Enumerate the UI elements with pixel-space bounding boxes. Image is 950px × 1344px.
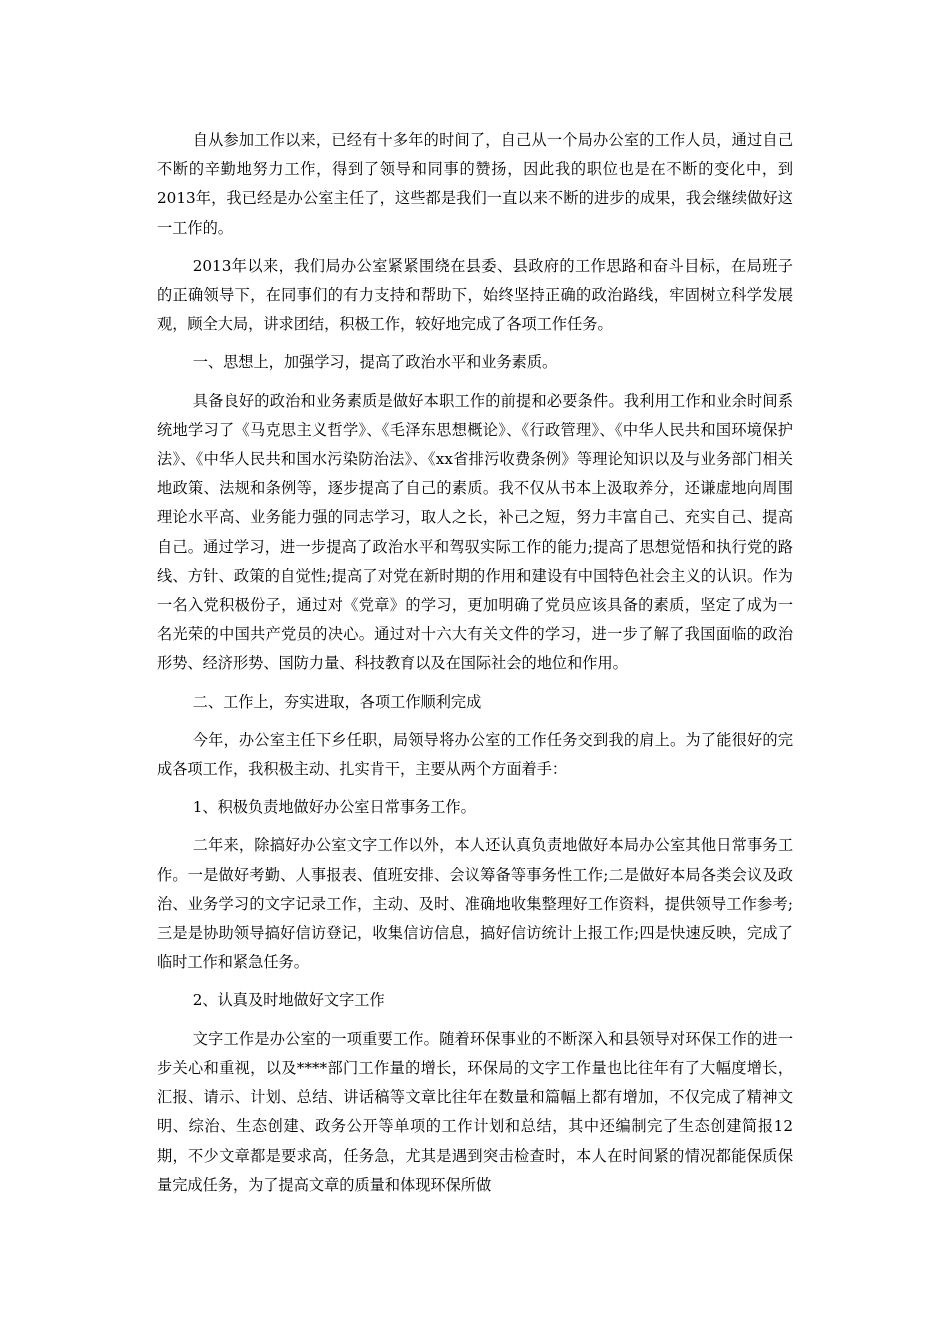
paragraph-work-intro: 今年，办公室主任下乡任职，局领导将办公室的工作任务交到我的肩上。为了能很好的完成各项工作，我积极主动、扎实肯干，主要从两个方面着手： [157, 730, 793, 779]
section-heading-2: 二、工作上，夯实进取，各项工作顺利完成 [192, 692, 482, 711]
section-heading-1: 一、思想上，加强学习，提高了政治水平和业务素质。 [192, 353, 558, 372]
subsection-heading-2: 2、认真及时地做好文字工作 [192, 991, 385, 1010]
paragraph-intro: 自从参加工作以来，已经有十多年的时间了，自己从一个局办公室的工作人员，通过自己不断的辛勤地努力工作，得到了领导和同事的赞扬，因此我的职位也是在不断的变化中，到2013年，我已经是办公室主任了，这些都是我们一直以来不断的进步的成果，我会继续做好这一工作的。 [157, 131, 793, 237]
subsection-heading-1: 1、积极负责地做好办公室日常事务工作。 [192, 798, 476, 817]
paragraph-daily-affairs: 二年来，除搞好办公室文字工作以外，本人还认真负责地做好本局办公室其他日常事务工作。一是做好考勤、人事报表、值班安排、会议筹备等事务性工作;二是做好本局各类会议及政治、业务学习的文字记录工作，主动、及时、准确地收集整理好工作资料，提供领导工作参考;三是是协助领导搞好信访登记，收集信访信息，搞好信访统计上报工作;四是快速反映，完成了临时工作和紧急任务。 [157, 836, 793, 972]
paragraph-writing-work: 文字工作是办公室的一项重要工作。随着环保事业的不断深入和县领导对环保工作的进一步关心和重视，以及****部门工作量的增长，环保局的文字工作量也比往年有了大幅度增长，汇报、请示、计划、总结、讲话稿等文章比往年在数量和篇幅上都有增加，不仅完成了精神文明、综治、生态创建、政务公开等单项的工作计划和总结，其中还编制完了生态创建简报12期，不少文章都是要求高，任务急，尤其是遇到突击检查时，本人在时间紧的情况都能保质保量完成任务，为了提高文章的质量和体现环保所做 [157, 1029, 793, 1194]
paragraph-study: 具备良好的政治和业务素质是做好本职工作的前提和必要条件。我利用工作和业余时间系统地学习了《马克思主义哲学》、《毛泽东思想概论》、《行政管理》、《中华人民共和国环境保护法》、《中华人民共和国水污染防治法》、《xx省排污收费条例》等理论知识以及与业务部门相关地政策、法规和条例等，逐步提高了自己的素质。我不仅从书本上汲取养分，还谦虚地向周围理论水平高、业务能力强的同志学习，取人之长，补己之短，努力丰富自己、充实自己、提高自己。通过学习，进一步提高了政治水平和驾驭实际工作的能力;提高了思想觉悟和执行党的路线、方针、政策的自觉性;提高了对党在新时期的作用和建设有中国特色社会主义的认识。作为一名入党积极份子，通过对《党章》的学习，更加明确了党员应该具备的素质，坚定了成为一名光荣的中国共产党员的决心。通过对十六大有关文件的学习，进一步了解了我国面临的政治形势、经济形势、国防力量、科技教育以及在国际社会的地位和作用。 [157, 391, 793, 673]
document-page [157, 126, 793, 1209]
paragraph-overview: 2013年以来，我们局办公室紧紧围绕在县委、县政府的工作思路和奋斗目标，在局班子的正确领导下，在同事们的有力支持和帮助下，始终坚持正确的政治路线，牢固树立科学发展观，顾全大局，讲求团结，积极工作，较好地完成了各项工作任务。 [157, 256, 793, 334]
